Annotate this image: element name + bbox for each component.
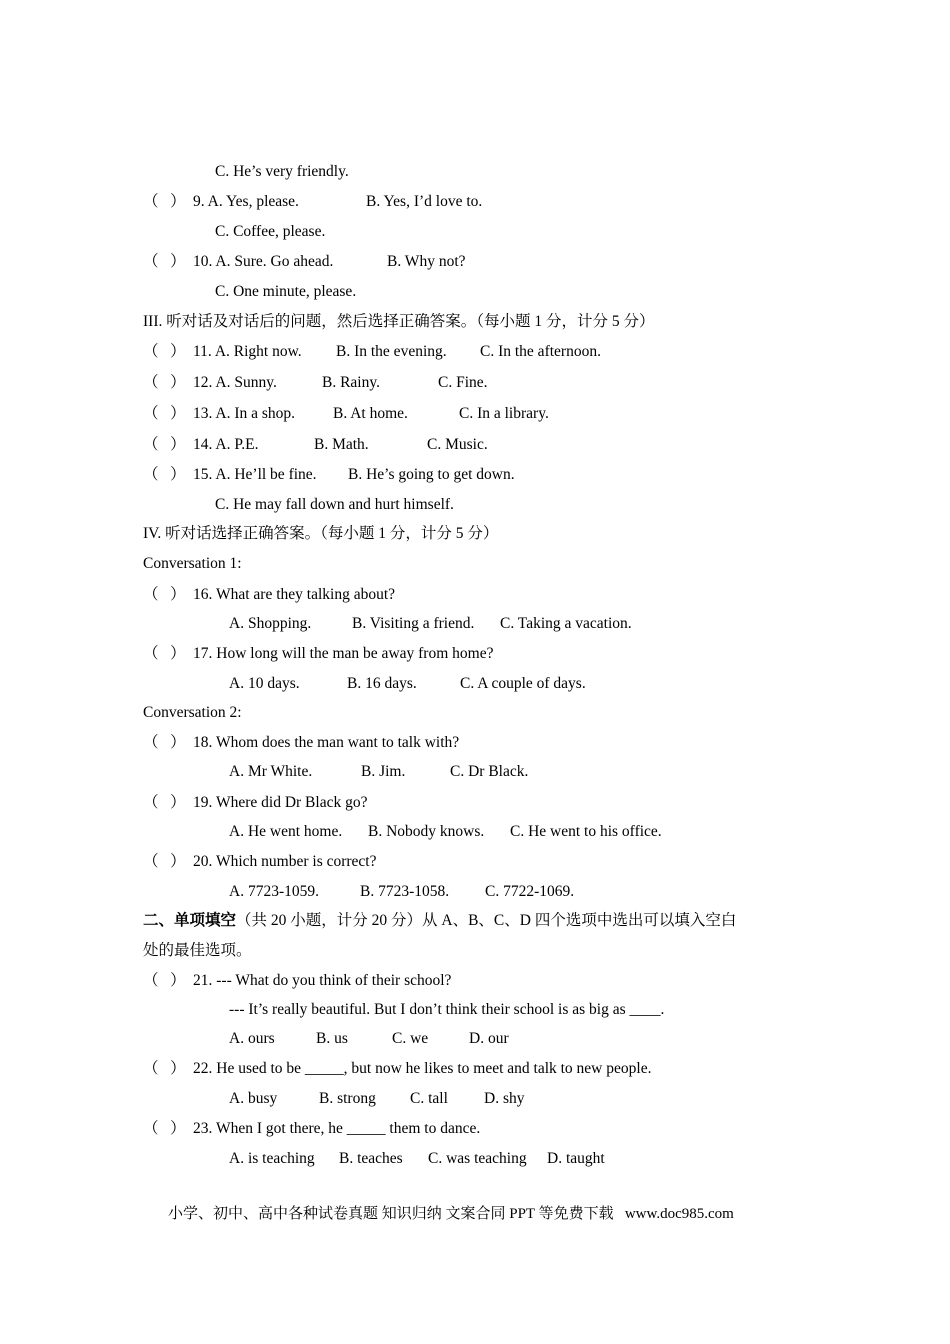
q22-option-b: B. strong [319,1090,376,1107]
q9-option-b: B. Yes, I’d love to. [366,193,483,210]
q23-paren: （ ） [143,1120,186,1137]
conversation-2-label: Conversation 2: [143,704,242,721]
q16-stem: 16. What are they talking about? [193,586,396,603]
q23-option-a: A. is teaching [229,1150,315,1167]
q18-stem: 18. Whom does the man want to talk with? [193,734,460,751]
q16-option-c: C. Taking a vacation. [500,615,632,632]
q22-stem: 22. He used to be _____, but now he likes to meet and talk to new people. [193,1060,652,1077]
q23-stem: 23. When I got there, he _____ them to dance. [193,1120,481,1137]
part2-heading-instructions: （共 20 小题，计分 20 分）从 A、B、C、D 四个选项中选出可以填入空白 [236,912,737,929]
q10-option-b: B. Why not? [387,253,466,270]
q19-stem: 19. Where did Dr Black go? [193,794,368,811]
q21-option-b: B. us [316,1030,348,1047]
q13-option-b: B. At home. [333,405,408,422]
q23-option-c: C. was teaching [428,1150,527,1167]
q11-option-b: B. In the evening. [336,343,447,360]
q15-paren: （ ） [143,466,186,483]
q9-paren: （ ） [143,193,186,210]
footer-advert: 小学、初中、高中各种试卷真题 知识归纳 文案合同 PPT 等免费下载 www.doc985.com [168,1206,734,1222]
q21-stem: 21. --- What do you think of their school? [193,972,452,989]
q20-option-c: C. 7722-1069. [485,883,575,900]
q17-option-b: B. 16 days. [347,675,417,692]
q22-paren: （ ） [143,1060,186,1077]
q12-option-c: C. Fine. [438,374,488,391]
q18-paren: （ ） [143,734,186,751]
part2-heading [143,911,736,931]
q16-paren: （ ） [143,586,186,603]
q23-option-b: B. teaches [339,1150,403,1167]
q17-option-c: C. A couple of days. [460,675,586,692]
q12-option-b: B. Rainy. [322,374,380,391]
q13-option-c: C. In a library. [459,405,549,422]
q19-paren: （ ） [143,794,186,811]
q21-option-a: A. ours [229,1030,275,1047]
q16-option-b: B. Visiting a friend. [352,615,475,632]
q10-option-c: C. One minute, please. [215,283,357,300]
q20-option-b: B. 7723-1058. [360,883,450,900]
q19-option-c: C. He went to his office. [510,823,662,840]
q17-paren: （ ） [143,645,186,662]
q22-option-d: D. shy [484,1090,525,1107]
q12-paren: （ ） [143,374,186,391]
q20-option-a: A. 7723-1059. [229,883,319,900]
q21-option-d: D. our [469,1030,509,1047]
q22-option-a: A. busy [229,1090,278,1107]
q14-option-a: 14. A. P.E. [193,436,259,453]
q14-option-b: B. Math. [314,436,369,453]
q21-paren: （ ） [143,972,186,989]
q22-option-c: C. tall [410,1090,448,1107]
q19-option-b: B. Nobody knows. [368,823,485,840]
q15-option-c: C. He may fall down and hurt himself. [215,496,454,513]
q18-option-c: C. Dr Black. [450,763,529,780]
q23-option-d: D. taught [547,1150,605,1167]
q14-option-c: C. Music. [427,436,488,453]
q11-paren: （ ） [143,343,186,360]
q20-paren: （ ） [143,853,186,870]
section4-heading: IV. 听对话选择正确答案。（每小题 1 分，计分 5 分） [143,525,499,542]
q18-option-b: B. Jim. [361,763,406,780]
q14-paren: （ ） [143,436,186,453]
section3-heading: III. 听对话及对话后的问题，然后选择正确答案。（每小题 1 分，计分 5 分） [143,313,655,330]
part2-heading-title: 二、单项填空 [143,912,237,929]
conversation-1-label: Conversation 1: [143,555,242,572]
q9-option-a: 9. A. Yes, please. [193,193,299,210]
q8-option-c: C. He’s very friendly. [215,163,349,180]
q13-paren: （ ） [143,405,186,422]
q15-option-b: B. He’s going to get down. [348,466,515,483]
q20-stem: 20. Which number is correct? [193,853,377,870]
q13-option-a: 13. A. In a shop. [193,405,296,422]
q10-paren: （ ） [143,253,186,270]
q21-option-c: C. we [392,1030,429,1047]
q18-option-a: A. Mr White. [229,763,313,780]
q17-option-a: A. 10 days. [229,675,300,692]
q10-option-a: 10. A. Sure. Go ahead. [193,253,334,270]
q16-option-a: A. Shopping. [229,615,312,632]
part2-heading-line2: 处的最佳选项。 [143,942,252,959]
q9-option-c: C. Coffee, please. [215,223,326,240]
q17-stem: 17. How long will the man be away from home? [193,645,494,662]
q21-line2: --- It’s really beautiful. But I don’t think their school is as big as ____. [229,1001,665,1018]
q19-option-a: A. He went home. [229,823,343,840]
q11-option-c: C. In the afternoon. [480,343,601,360]
q12-option-a: 12. A. Sunny. [193,374,277,391]
q15-option-a: 15. A. He’ll be fine. [193,466,317,483]
q11-option-a: 11. A. Right now. [193,343,302,360]
